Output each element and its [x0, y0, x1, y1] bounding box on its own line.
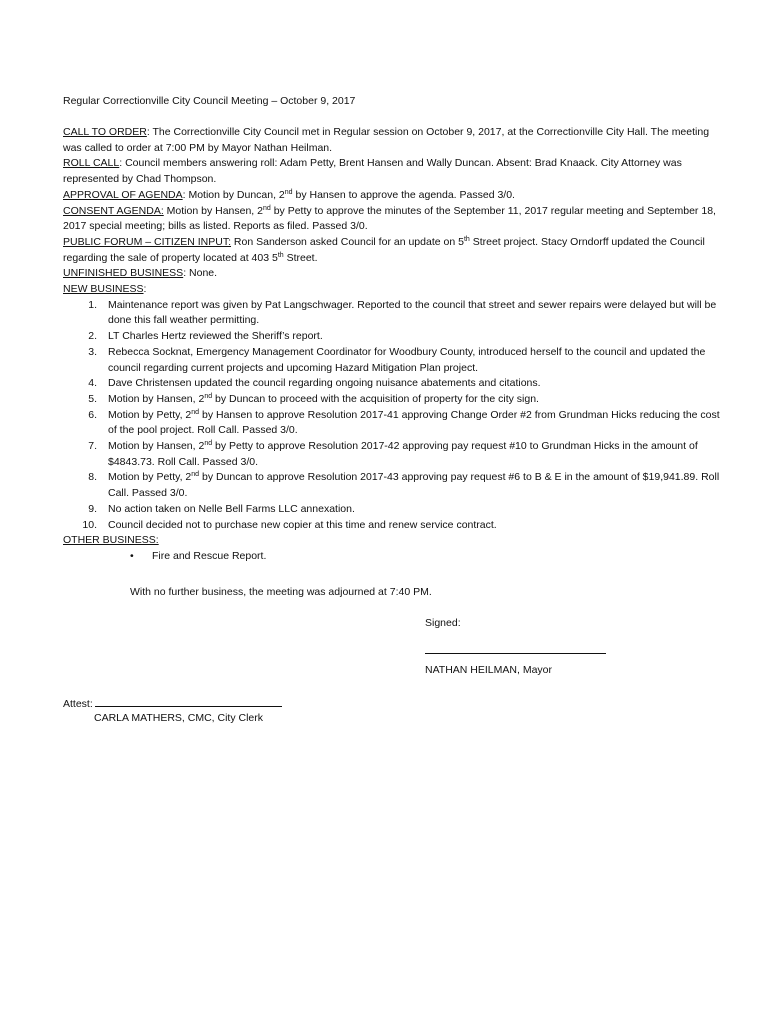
clerk-name: CARLA MATHERS, CMC, City Clerk: [94, 712, 263, 724]
list-item: [63, 408, 728, 439]
list-item: [63, 376, 728, 392]
unfinished-business-heading: UNFINISHED BUSINESS: [63, 267, 184, 280]
new-business-heading: NEW BUSINESS: [63, 283, 144, 296]
consent-agenda-paragraph: [63, 204, 728, 235]
list-item: [63, 470, 728, 501]
roll-call-heading: ROLL CALL: [63, 157, 120, 170]
list-item-text: Rebecca Socknat, Emergency Management Coordinator for Woodbury County, introduced herself to the council and updated the council regarding current projects and upcoming Hazard Mitigation Plan project.: [108, 345, 706, 374]
call-to-order-text: : The Correctionville City Council met in Regular session on October 9, 2017, at the Correctionville City Hall. The meeting was called to order at 7:00 PM by Mayor Nathan Heilman.: [63, 126, 710, 154]
approval-agenda-sup: nd: [284, 188, 293, 196]
public-forum-text-mid: Street project. Stacy Orndorff updated the Council regarding the sale of property located at 403 5: [63, 235, 705, 264]
list-item: [63, 298, 728, 329]
list-item-number: 7.: [88, 440, 97, 453]
list-item-text-pre: Motion by Petty, 2: [108, 471, 192, 484]
minutes-body: [63, 125, 728, 565]
adjournment-text: With no further business, the meeting was adjourned at 7:40 PM.: [130, 586, 432, 598]
mayor-name: NATHAN HEILMAN, Mayor: [425, 664, 552, 676]
list-item-text-pre: Motion by Hansen, 2: [108, 392, 205, 405]
mayor-signature-line: [425, 653, 606, 654]
consent-agenda-text-post: by Petty to approve the minutes of the September 11, 2017 regular meeting and September 18, 2017 special meeting; bills as listed. Reports as filed. Passed 3/0.: [63, 204, 716, 233]
roll-call-text: : Council members answering roll: Adam Petty, Brent Hansen and Wally Duncan. Absent: Brad Knaack. City Attorney was represented by Chad Thompson.: [63, 157, 682, 186]
list-item-number: 3.: [88, 345, 97, 358]
list-item: [63, 502, 728, 518]
public-forum-paragraph: [63, 235, 728, 266]
consent-agenda-heading: CONSENT AGENDA:: [63, 204, 164, 217]
other-business-item-text: Fire and Rescue Report.: [152, 549, 267, 562]
public-forum-text-post: Street.: [283, 251, 318, 264]
signed-label: Signed:: [425, 617, 461, 629]
list-item-text-pre: Motion by Petty, 2: [108, 408, 192, 421]
list-item-text-post: by Hansen to approve Resolution 2017-41 approving Change Order #2 from Grundman Hicks reducing the cost of the pool project. Roll Call. Passed 3/0.: [108, 408, 720, 437]
call-to-order-heading: CALL TO ORDER: [63, 126, 147, 138]
list-item-text: Council decided not to purchase new copier at this time and renew service contract.: [108, 518, 497, 531]
attest-label: Attest:: [63, 698, 93, 710]
list-item-text-post: by Petty to approve Resolution 2017-42 approving pay request #10 to Grundman Hicks in the amount of $4843.73. Roll Call. Passed 3/0.: [108, 440, 698, 468]
list-item-sup: nd: [191, 408, 200, 416]
list-item-sup: nd: [204, 440, 213, 448]
attest-signature-line: [95, 695, 282, 707]
other-business-paragraph: [63, 533, 728, 549]
list-item: [63, 518, 728, 534]
list-item-number: 4.: [88, 377, 97, 390]
list-item-text: No action taken on Nelle Bell Farms LLC annexation.: [108, 502, 355, 515]
list-item-text-post: by Duncan to proceed with the acquisition of property for the city sign.: [212, 392, 539, 405]
other-business-item: [63, 549, 728, 565]
other-business-heading: OTHER BUSINESS:: [63, 534, 159, 547]
list-item-number: 10.: [82, 518, 97, 531]
public-forum-heading: PUBLIC FORUM – CITIZEN INPUT:: [63, 235, 232, 248]
approval-agenda-text-post: by Hansen to approve the agenda. Passed 3/0.: [292, 188, 515, 201]
approval-agenda-text-pre: : Motion by Duncan, 2: [182, 188, 285, 201]
list-item-text-pre: Motion by Hansen, 2: [108, 440, 205, 453]
call-to-order-paragraph: [63, 125, 728, 156]
consent-agenda-sup: nd: [262, 204, 271, 212]
unfinished-business-paragraph: [63, 266, 728, 282]
list-item: [63, 329, 728, 345]
list-item-sup: nd: [204, 392, 213, 400]
new-business-colon: :: [143, 283, 147, 296]
roll-call-paragraph: [63, 156, 728, 187]
approval-agenda-paragraph: [63, 188, 728, 204]
list-item-number: 6.: [88, 408, 97, 421]
new-business-list: [63, 298, 728, 534]
list-item-number: 2.: [88, 330, 97, 343]
list-item-sup: nd: [191, 471, 200, 479]
public-forum-text-pre: Ron Sanderson asked Council for an update on 5: [231, 235, 464, 248]
new-business-paragraph: [63, 282, 728, 298]
list-item-text: Dave Christensen updated the council regarding ongoing nuisance abatements and citations.: [108, 377, 541, 390]
list-item: [63, 439, 728, 470]
unfinished-business-text: : None.: [183, 267, 218, 280]
public-forum-sup-2: th: [277, 251, 284, 259]
list-item-number: 1.: [88, 298, 97, 311]
list-item: [63, 345, 728, 376]
list-item-text: LT Charles Hertz reviewed the Sheriff’s report.: [108, 330, 323, 343]
list-item-number: 5.: [88, 392, 97, 405]
list-item-number: 8.: [88, 471, 97, 484]
list-item-text: Maintenance report was given by Pat Langschwager. Reported to the council that street and sewer repairs were delayed but will be done this fall weather permitting.: [108, 298, 717, 327]
list-item: [63, 392, 728, 408]
list-item-number: 9.: [88, 502, 97, 515]
consent-agenda-text-pre: Motion by Hansen, 2: [163, 204, 263, 217]
list-item-text-post: by Duncan to approve Resolution 2017-43 approving pay request #6 to B & E in the amount of $19,941.89. Roll Call. Passed 3/0.: [108, 471, 720, 500]
approval-agenda-heading: APPROVAL OF AGENDA: [63, 188, 183, 201]
public-forum-sup-1: th: [463, 235, 470, 243]
document-title: Regular Correctionville City Council Meeting – October 9, 2017: [63, 95, 356, 107]
bullet-icon: •: [130, 549, 134, 562]
